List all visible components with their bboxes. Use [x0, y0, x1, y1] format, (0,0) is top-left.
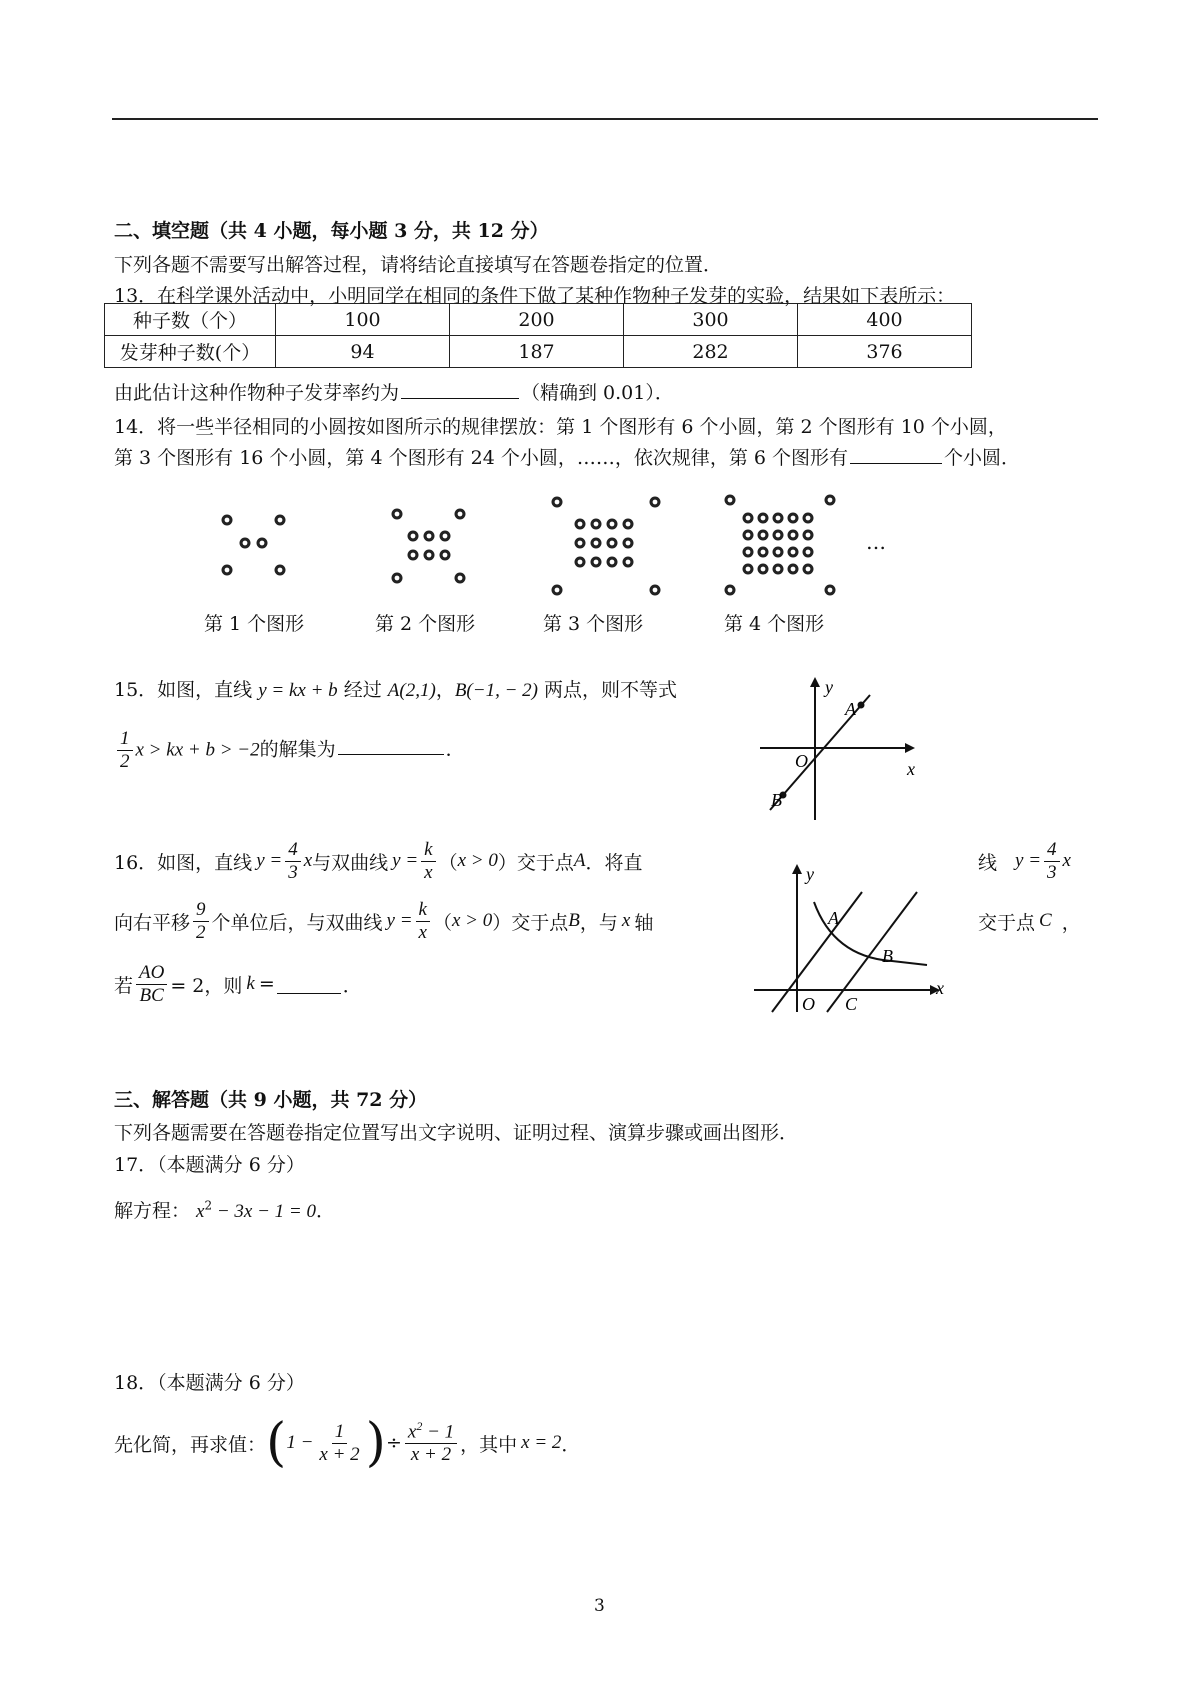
q15-point-a-marker [858, 702, 865, 709]
q16-r1-var: x [1062, 850, 1071, 871]
q16-l2-eq-lhs: y = [386, 910, 413, 931]
q16-l2-cond: x > 0 [452, 910, 493, 931]
q16-l1-c: （ [438, 851, 458, 874]
q18-expression-line [114, 1408, 580, 1478]
q15-inequality: x > kx + b > −2 [135, 739, 260, 761]
q16-eq1-lhs: y = [256, 850, 283, 871]
q14-caption-4: 第 4 个图形 [724, 613, 825, 635]
q14-answer-blank[interactable] [850, 445, 942, 464]
q18-f2-num-rest: − 1 [422, 1421, 455, 1443]
table-cell: 282 [624, 336, 798, 368]
q15-line2 [114, 728, 465, 773]
q15-half-fraction [117, 728, 133, 773]
q16-line1-right [978, 833, 1071, 889]
q15-graph [755, 675, 935, 825]
q16-label-c: C [845, 994, 858, 1014]
q14-line2-after: 个小圆． [944, 447, 1021, 469]
q16-l3-d: ． [342, 974, 362, 997]
q16-line-shifted [827, 892, 917, 1012]
q16-pt-b: B [568, 910, 580, 931]
q16-r1-fraction [1044, 839, 1060, 884]
section-2-instruction: 下列各题不需要写出解答过程，请将结论直接填写在答题卷指定的位置． [114, 254, 723, 276]
q15-suffix: 两点，则不等式 [544, 679, 678, 701]
q16-shift-fraction [193, 899, 209, 944]
q17-end: ． [316, 1200, 336, 1222]
q14-circle-figures [190, 480, 910, 600]
q17-prefix: 解方程： [114, 1200, 191, 1222]
q16-line1 [114, 833, 643, 889]
q16-eq2-num: k [421, 839, 435, 862]
q16-eq1-fraction [285, 839, 301, 884]
q16-eq2-den: x [424, 861, 433, 883]
q15-label-x: x [907, 759, 915, 779]
q16-label-o: O [802, 994, 815, 1014]
q17-eq-rest: − 3x − 1 = 0 [212, 1201, 316, 1222]
q18-one-minus: 1 − [286, 1432, 314, 1453]
q15-prefix: 15．如图，直线 [114, 679, 253, 701]
q16-line2 [114, 892, 653, 950]
q16-eq1-den: 3 [288, 861, 298, 883]
q14-line1: 14．将一些半径相同的小圆按如图所示的规律摆放：第 1 个图形有 6 个小圆，第 2 个图形有 10 个小圆， [114, 416, 1007, 438]
q16-eq1-var: x [303, 850, 313, 871]
q16-label-y: y [806, 864, 814, 884]
q16-l2-fraction [416, 899, 430, 944]
q16-l1-b: 与双曲线 [312, 851, 389, 874]
table-cell: 发芽种子数(个） [105, 336, 276, 368]
table-cell: 100 [276, 304, 450, 336]
q15-line-equation: y = kx + b [258, 680, 338, 701]
table-cell: 300 [624, 304, 798, 336]
q18-end: ． [561, 1433, 581, 1456]
q18-left-paren: ( [266, 1413, 287, 1473]
q16-l2-b: 个单位后，与双曲线 [211, 911, 383, 934]
q15-line1 [114, 675, 677, 702]
q18-fraction-1 [316, 1421, 362, 1466]
q16-y-arrow-icon [792, 864, 802, 874]
q15-point-b: B(−1, − 2) [454, 680, 538, 701]
q18-f2-num-x: x [407, 1421, 417, 1443]
q16-r1-eq-lhs: y = [1015, 850, 1042, 871]
q13-answer-blank[interactable] [401, 380, 519, 399]
q18-f2-num-sup: 2 [416, 1418, 423, 1433]
q15-point-a: A(2,1) [387, 680, 436, 701]
q16-r1-num: 4 [1044, 839, 1060, 862]
q16-l2-c: ）交于点 [492, 911, 569, 934]
q15-label-o: O [795, 751, 808, 771]
table-cell: 400 [798, 304, 972, 336]
section-3-instruction: 下列各题需要在答题卷指定位置写出文字说明、证明过程、演算步骤或画出图形． [114, 1122, 799, 1144]
q16-ratio-num: AO [136, 962, 167, 985]
figure-1 [222, 515, 286, 576]
q16-eq2-fraction [421, 839, 435, 884]
table-cell: 种子数（个） [105, 304, 276, 336]
section-3-heading: 三、解答题（共 9 小题，共 72 分） [114, 1089, 428, 1111]
q18-f2-den: x + 2 [410, 1444, 452, 1466]
q16-eq1-num: 4 [285, 839, 301, 862]
q15-label-b: B [771, 790, 782, 810]
q16-cond: x > 0 [457, 850, 498, 871]
q16-l2-d: ，与 [579, 911, 618, 934]
q15-frac-den: 2 [120, 750, 130, 772]
figure-3 [552, 497, 661, 596]
table-cell: 376 [798, 336, 972, 368]
q15-y-arrow-icon [810, 677, 820, 687]
q14-line2 [114, 443, 1020, 470]
q16-eq2-lhs: y = [392, 850, 419, 871]
q14-line2-before: 第 3 个图形有 16 个小圆，第 4 个图形有 24 个小圆，……，依次规律，第 6 个图形有 [114, 447, 849, 469]
q16-line3 [114, 954, 362, 1014]
q14-caption-1: 第 1 个图形 [204, 613, 305, 635]
q16-l3-b: = 2，则 [170, 974, 243, 997]
table-cell: 200 [450, 304, 624, 336]
q16-r2-a: 交于点 [978, 911, 1036, 934]
q16-pt-a: A [573, 850, 586, 871]
table-cell: 94 [276, 336, 450, 368]
q16-label-x: x [936, 978, 944, 998]
q13-text: 13．在科学课外活动中，小明同学在相同的条件下做了某种作物种子发芽的实验，结果如下表所示： [114, 285, 956, 307]
q18-f1-num: 1 [332, 1421, 348, 1444]
q16-l2-a: 向右平移 [114, 911, 191, 934]
q14-caption-2: 第 2 个图形 [375, 613, 476, 635]
page-number: 3 [594, 1596, 605, 1616]
q18-right-paren: ) [365, 1413, 386, 1473]
q16-l3-c: = [258, 973, 275, 995]
q16-answer-blank[interactable] [277, 975, 341, 994]
q18-div: ÷ [385, 1432, 402, 1454]
q18-title: 18．（本题满分 6 分） [114, 1372, 305, 1394]
q15-comma: ， [435, 679, 455, 701]
q16-k-var: k [246, 973, 255, 994]
q15-label-y: y [825, 677, 833, 697]
q15-x-arrow-icon [905, 743, 915, 753]
q15-mid: 经过 [343, 679, 382, 701]
seed-table [104, 303, 972, 368]
q13-tail-before: 由此估计这种作物种子发芽率约为 [114, 382, 400, 404]
q17-title: 17．（本题满分 6 分） [114, 1154, 305, 1176]
q16-r1-a: 线 [978, 851, 998, 874]
q18-cond: x = 2 [521, 1432, 562, 1453]
q15-answer-blank[interactable] [338, 736, 444, 755]
q16-shift-num: 9 [193, 899, 209, 922]
table-row [105, 336, 972, 368]
q17-equation-line [114, 1196, 335, 1223]
q14-ellipsis: … [866, 530, 886, 554]
q16-l2-den: x [418, 921, 427, 943]
q18-f1-den: x + 2 [319, 1443, 360, 1465]
q16-label-b: B [882, 946, 893, 966]
q16-r1-den: 3 [1047, 861, 1057, 883]
q16-l1-a: 16．如图，直线 [114, 851, 253, 874]
q16-label-a: A [828, 908, 839, 928]
q17-eq-sup: 2 [204, 1198, 213, 1213]
q16-r2-b: ， [1061, 911, 1081, 934]
q15-label-a: A [845, 699, 856, 719]
q16-l1-e: ．将直 [585, 851, 643, 874]
q15-end: ． [445, 738, 465, 761]
q16-l1-d: ）交于点 [497, 851, 574, 874]
section-2-heading: 二、填空题（共 4 小题，每小题 3 分，共 12 分） [114, 220, 549, 242]
q13-tail-after: （精确到 0.01）． [521, 382, 674, 404]
q16-axis-x: x [621, 910, 631, 931]
q16-line2-right [978, 892, 1081, 950]
figure-4 [725, 495, 836, 596]
q16-l3-a: 若 [114, 974, 134, 997]
q18-mid: ，其中 [460, 1433, 518, 1456]
q18-fraction-2 [405, 1420, 457, 1466]
q18-f2-num [405, 1420, 457, 1444]
q15-frac-num: 1 [117, 728, 133, 751]
q16-pt-c: C [1039, 910, 1052, 931]
table-row [105, 304, 972, 336]
q18-prefix: 先化简，再求值： [114, 1433, 267, 1456]
table-cell: 187 [450, 336, 624, 368]
q16-ratio-den: BC [139, 984, 164, 1006]
q16-l2-num: k [416, 899, 430, 922]
figure-2 [392, 509, 466, 584]
q16-l2-paren: （ [432, 911, 452, 934]
q16-ratio-fraction [136, 962, 167, 1007]
q14-caption-3: 第 3 个图形 [543, 613, 644, 635]
q13-answer-line [114, 378, 674, 405]
q16-graph [752, 862, 952, 1022]
q17-eq-x: x [196, 1201, 205, 1222]
q16-l2-e: 轴 [634, 911, 654, 934]
q16-shift-den: 2 [196, 921, 206, 943]
header-rule [112, 118, 1098, 120]
q15-ineq-tail: 的解集为 [259, 738, 336, 761]
